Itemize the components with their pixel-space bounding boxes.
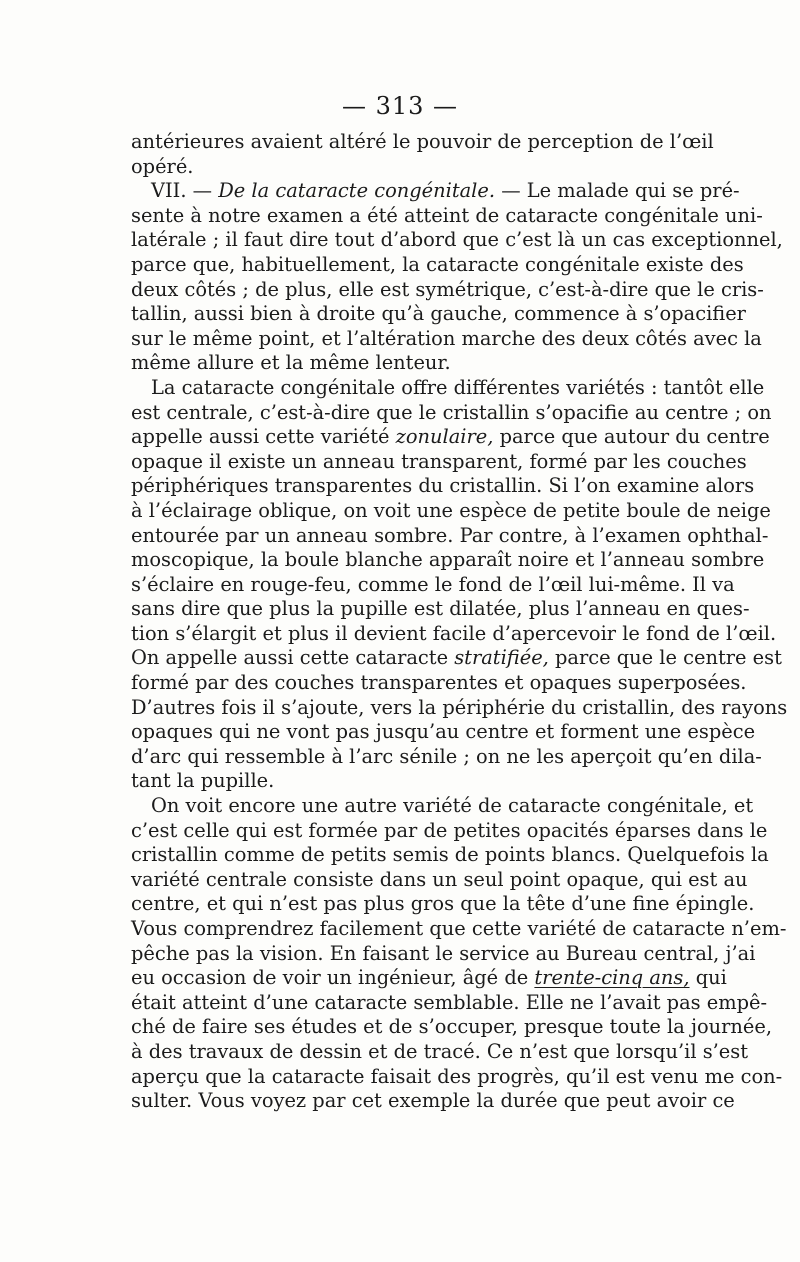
line-text: On appelle aussi cette cataracte [131, 646, 455, 670]
line-text: tallin, aussi bien à droite qu’à gauche, commence à s’opacifier [131, 302, 746, 326]
text-line [131, 597, 750, 622]
text-line [131, 917, 787, 942]
text-line [131, 1015, 773, 1040]
text-line [131, 966, 727, 991]
line-text: qui [689, 966, 727, 990]
text-line [131, 302, 746, 327]
line-text: est centrale, c’est-à-dire que le cristallin s’opacifie au centre ; on [131, 400, 772, 424]
line-text: latérale ; il faut dire tout d’abord que c’est là un cas exceptionnel, [131, 228, 783, 252]
line-text: La cataracte congénitale offre différentes variétés : tantôt elle [151, 375, 765, 399]
text-line [131, 252, 744, 278]
text-line [131, 621, 777, 647]
line-text: eu occasion de voir un ingénieur, âgé de [131, 966, 535, 990]
text-line [131, 130, 714, 155]
line-text: à des travaux de dessin et de tracé. Ce n’est que lorsqu’il s’est [131, 1039, 749, 1063]
line-text: parce que le centre est [548, 646, 782, 670]
line-text: cristallin comme de petits semis de points blancs. Quelquefois la [131, 843, 769, 867]
line-text: était atteint d’une cataracte semblable. Elle ne l’avait pas empê- [131, 990, 768, 1014]
line-text: entourée par un anneau sombre. Par contre, à l’examen ophthal- [131, 523, 769, 547]
line-text: VII. — [151, 179, 219, 203]
line-text: tion s’élargit et plus il devient facile d’apercevoir le fond de l’œil. [131, 621, 777, 645]
line-text: périphériques transparentes du cristallin. Si l’on examine alors [131, 474, 755, 498]
line-text: aperçu que la cataracte faisait des progrès, qu’il est venu me con- [131, 1064, 783, 1088]
text-line [131, 326, 762, 352]
text-line [131, 744, 762, 770]
text-line [131, 990, 768, 1016]
line-text: d’arc qui ressemble à l’arc sénile ; on ne les aperçoit qu’en dila- [131, 744, 762, 768]
text-line [131, 351, 679, 376]
text-line [131, 671, 747, 696]
line-text: sans dire que plus la pupille est dilatée, plus l’anneau en ques- [131, 597, 750, 621]
text-line [131, 523, 769, 549]
line-text: variété centrale consiste dans un seul point opaque, qui est au [131, 867, 748, 891]
text-line [131, 941, 756, 967]
line-text: opéré. [131, 154, 194, 178]
line-text: — Le malade qui se pré- [495, 179, 740, 203]
line-text: parce que, habituellement, la cataracte congénitale existe des [131, 252, 744, 276]
text-line [131, 646, 782, 671]
text-line [131, 375, 765, 401]
line-text: à l’éclairage oblique, on voit une espèce de petite boule de neige [131, 498, 771, 522]
line-text: deux côtés ; de plus, elle est symétrique, c’est-à-dire que le cris- [131, 277, 764, 301]
body-text [131, 130, 788, 1114]
line-text: s’éclaire en rouge-feu, comme le fond de l’œil lui-même. Il va [131, 572, 735, 596]
line-text: moscopique, la boule blanche apparaît noire et l’anneau sombre [131, 548, 765, 572]
emphasis-text: stratifiée, [454, 646, 549, 670]
line-text: ché de faire ses études et de s’occuper, presque toute la journée, [131, 1015, 773, 1039]
page-number: — 313 — [341, 92, 459, 120]
line-text: D’autres fois il s’ajoute, vers la périphérie du cristallin, des rayons [131, 695, 788, 719]
text-line [131, 1039, 749, 1065]
text-line [131, 794, 754, 819]
text-line [131, 843, 769, 868]
emphasis-text: De la cataracte congénitale. [218, 179, 496, 203]
text-line [131, 892, 755, 917]
line-text: sulter. Vous voyez par cet exemple la durée que peut avoir ce [131, 1089, 735, 1113]
line-text: Vous comprendrez facilement que cette variété de cataracte n’em- [131, 917, 787, 940]
line-text: c’est celle qui est formée par de petites opacités éparses dans le [131, 818, 768, 842]
text-line [131, 695, 788, 721]
text-line [131, 867, 748, 893]
text-line [131, 400, 772, 426]
text-line [131, 474, 755, 499]
text-line [131, 425, 770, 450]
line-text: opaque il existe un anneau transparent, formé par les couches [131, 449, 747, 473]
line-text: formé par des couches transparentes et opaques superposées. [131, 671, 747, 695]
text-line [131, 1089, 735, 1114]
line-text: sur le même point, et l’altération marche des deux côtés avec la [131, 326, 762, 350]
line-text: parce que autour du centre [493, 425, 770, 449]
text-line [131, 498, 771, 524]
emphasis-text: zonulaire, [395, 425, 494, 449]
line-text: appelle aussi cette variété [131, 425, 396, 449]
text-line [131, 1064, 783, 1090]
text-line [131, 228, 783, 253]
line-text: pêche pas la vision. En faisant le service au Bureau central, j’ai [131, 941, 756, 965]
line-text: sente à notre examen a été atteint de cataracte congénitale uni- [131, 203, 763, 227]
line-text: même allure et la même lenteur. [131, 351, 451, 375]
line-text: centre, et qui n’est pas plus gros que la tête d’une fine épingle. [131, 892, 755, 916]
text-line [131, 155, 679, 180]
text-line [131, 203, 763, 229]
text-line [131, 449, 747, 475]
text-line [131, 548, 765, 573]
text-line [131, 277, 764, 303]
line-text: tant la pupille. [131, 769, 275, 793]
text-line [131, 769, 679, 794]
line-text: antérieures avaient altéré le pouvoir de perception de l’œil [131, 130, 714, 153]
line-text: opaques qui ne vont pas jusqu’au centre et forment une espèce [131, 720, 756, 744]
text-line [131, 818, 768, 844]
line-text: On voit encore une autre variété de cataracte congénitale, et [151, 794, 754, 818]
text-line [131, 179, 740, 204]
text-line [131, 572, 735, 598]
text-line [131, 720, 756, 745]
emphasis-text: trente-cinq ans, [534, 966, 690, 990]
